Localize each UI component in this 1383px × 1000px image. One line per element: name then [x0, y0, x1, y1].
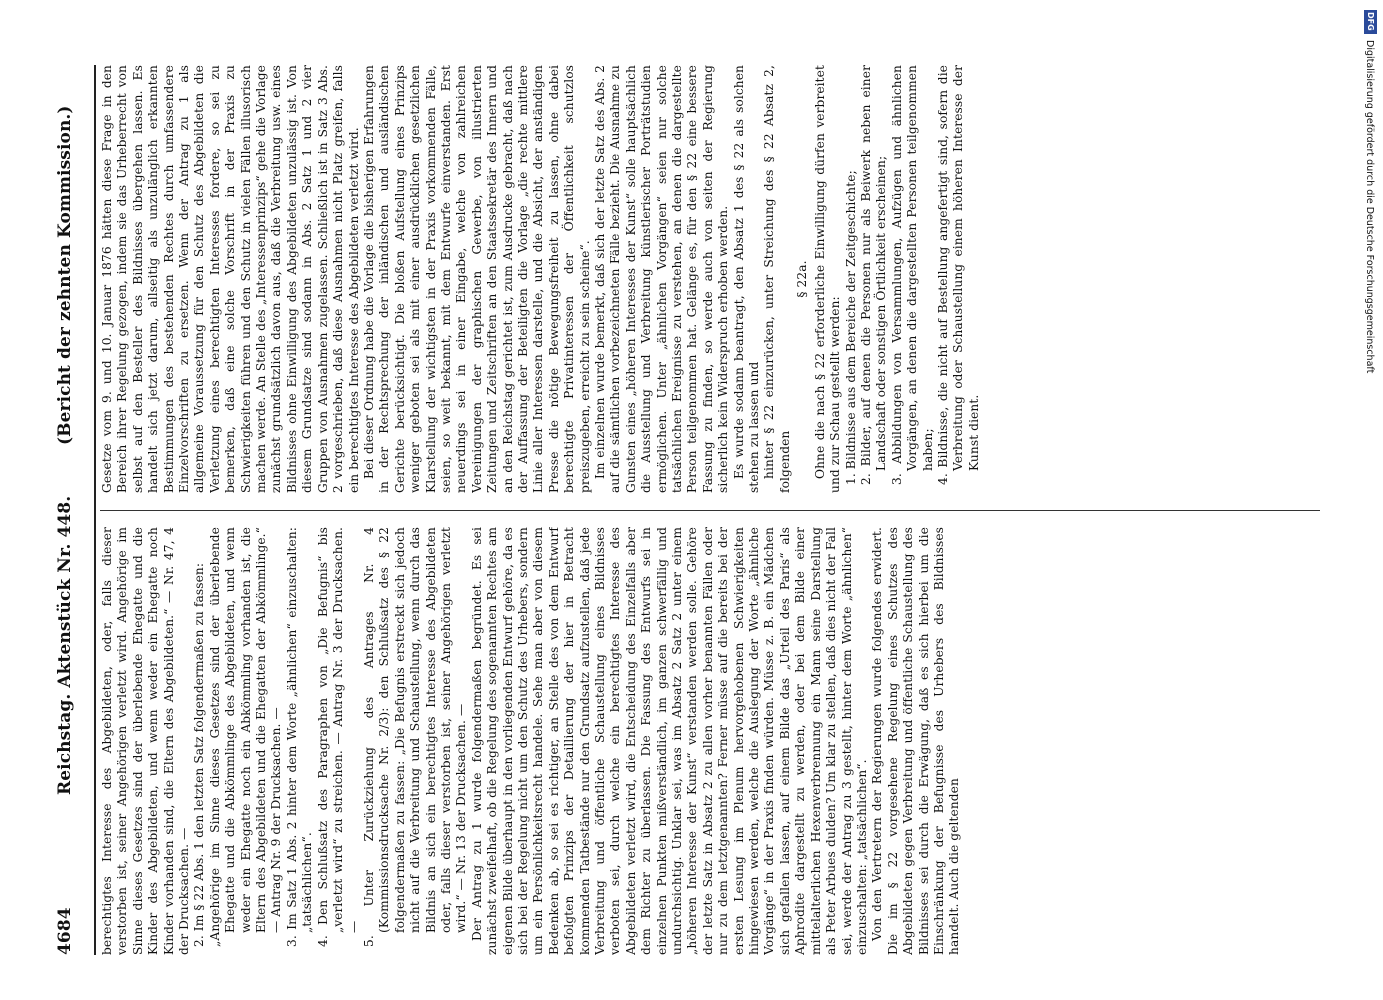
header-left-title: Reichstag. Aktenstück Nr. 448.: [55, 495, 75, 795]
list-item: 5. Unter Zurückziehung des Antrages Nr. 4 (Kommissionsdrucksache Nr. 2/3): den Schlußsatz des § 22 folgendermaßen zu fassen: „Die Befugnis erstreckt sich jedoch nicht auf die Verbreitung und Schaustellung, wenn durch das Bildnis an sich ein berechtigtes Interesse des Abgebildeten oder, falls dieser verstorben ist, seiner Angehörigen verletzt wird.“ — Nr. 13 der Drucksachen. —: [361, 527, 469, 947]
list-item: 2. Im § 22 Abs. 1 den letzten Satz folgendermaßen zu fassen:: [192, 562, 207, 947]
paragraph: Gesetze vom 9. und 10. Januar 1876 hätten diese Frage in den Bereich ihrer Regelung gezogen, indem sie das Urheberrecht von selbst auf den Besteller des Bildnisses übergehen lassen. Es handelt sich jetzt darum, allseitig als unzulänglich erkannten Bestimmungen des bestehenden Rechtes durch umfassendere Einzelvorschriften zu ersetzen. Wenn der Antrag zu 1 als allgemeine Voraussetzung für den Schutz des Abgebildeten die Verletzung eines berechtigten Interesses fordere, so sei zu bemerken, daß eine solche Vorschrift in der Praxis zu Schwierigkeiten führen und den Schutz in vielen Fällen illusorisch machen werde. An Stelle des „Interessenprinzips“ gehe die Vorlage zunächst grundsätzlich davon aus, daß die Verbreitung usw. eines Bildnisses ohne Einwilligung des Abgebildeten unzulässig ist. Von diesem Grundsatze sind sodann in Abs. 2 Satz 1 und 2 vier Gruppen von Ausnahmen zugelassen. Schließlich ist in Satz 3 Abs. 2 vorgeschrieben, daß diese Ausnahmen nicht Platz greifen, falls ein berechtigtes Interesse des Abgebildeten verletzt wird.: [100, 65, 361, 493]
paragraph: berechtigtes Interesse des Abgebildeten, oder, falls dieser verstorben ist, seiner Angehörigen verletzt wird. Angehörige im Sinne dieses Gesetzes sind der überlebende Ehegatte und die Kinder des Abgebildeten, und wenn weder ein Ehegatte noch Kinder vorhanden sind, die Eltern des Abgebildeten.“ — Nr. 47, 4 der Drucksachen. —: [100, 527, 192, 955]
page-number: 4684: [55, 907, 75, 955]
paragraph: Im einzelnen wurde bemerkt, daß sich der letzte Satz des Abs. 2 auf die sämtlichen vorbezeichneten Fälle bezieht. Die Ausnahme zu Gunsten eines „höheren Interesses der Kunst“ solle hauptsächlich die Ausstellung und Verbreitung künstlerischer Porträtstudien ermöglichen. Unter „ähnlichen Vorgängen“ seien nur solche tatsächlichen Ereignisse zu verstehen, an denen die dargestellte Person teilgenommen hat. Gelänge es, für den § 22 eine bessere Fassung zu finden, so werde auch von seiten der Regierung sicherlich kein Widerspruch erhoben werden.: [593, 65, 731, 493]
digitization-note-text: Digitalisierung gefördert durch die Deutsche Forschungsgemeinschaft: [1364, 40, 1375, 374]
page-header: [50, 65, 90, 955]
paragraph: Bei dieser Ordnung habe die Vorlage die bisherigen Erfahrungen in der Rechtsprechung der inländischen und ausländischen Gerichte berücksichtigt. Die bloßen Aufstellung eines Prinzips weniger geboten sei als mit einer ausdrücklichen gesetzlichen Klarstellung der wichtigsten in der Praxis vorkommenden Fälle, seien, so weit bekannt, mit dem Entwurfe einverstanden. Erst neuerdings sei in einer Eingabe, welche von zahlreichen Vereinigungen der graphischen Gewerbe, von illustrierten Zeitungen und Zeitschriften an den Staatssekretär des Innern und an den Reichstag gerichtet ist, zum Ausdrucke gebracht, daß nach der Auffassung der Beteiligten die Vorlage „die rechte mittlere Linie aller Interessen darstelle, und die Absicht, der anständigen Presse die nötige Bewegungsfreiheit zu lassen, ohne dabei berechtigte Privatinteressen der Öffentlichkeit schutzlos preiszugeben, erreicht zu sein scheine“.: [361, 65, 592, 493]
header-right-title: (Bericht der zehnten Kommission.): [55, 105, 75, 445]
list-item: 1. Bildnisse aus dem Bereiche der Zeitgeschichte;: [843, 170, 858, 485]
column-divider: [100, 510, 1320, 511]
header-rule: [94, 65, 96, 955]
list-item: 3. Im Satz 1 Abs. 2 hinter dem Worte „ähnlichen“ einzuschalten: „tatsächlichen“.: [284, 527, 315, 947]
list-item: 4. Den Schlußsatz des Paragraphen von „Die Befugnis“ bis „verletzt wird“ zu streichen. — Antrag Nr. 3 der Drucksachen. —: [315, 527, 361, 947]
list-item: 4. Bildnisse, die nicht auf Bestellung angefertigt sind, sofern die Verbreitung oder Schaustellung einem höheren Interesse der Kunst dient.: [935, 65, 981, 485]
dfg-logo-text: DFG: [1366, 12, 1375, 31]
list-item: „Angehörige im Sinne dieses Gesetzes sind der überlebende Ehegatte und die Abkömmlinge des Abgebildeten, und wenn weder ein Ehegatte noch ein Abkömmling vorhanden ist, die Eltern des Abgebildeten und die Ehegatten der Abkömmlinge.“ — Antrag Nr. 9 der Drucksachen. —: [207, 527, 284, 947]
paragraph: Es wurde sodann beantragt, den Absatz 1 des § 22 als solchen stehen zu lassen und: [731, 65, 762, 493]
left-column: [100, 527, 1340, 955]
list-item: 3. Abbildungen von Versammlungen, Aufzügen und ähnlichen Vorgängen, an denen die dargestellten Personen teilgenommen haben;: [889, 65, 935, 485]
paragraph: Von den Vertretern der Regierungen wurde folgendes erwidert. Die im § 22 vorgesehene Regelung eines Schutzes des Abgebildeten gegen Verbreitung und öffentliche Schaustellung des Bildnisses sei durch die Erwägung, daß es sich hierbei um die Einschränkung der Befugnisse des Urhebers des Bildnisses handelt. Auch die geltenden: [870, 527, 962, 955]
paragraph: hinter § 22 einzurücken, unter Streichung des § 22 Absatz 2, folgenden: [762, 65, 792, 493]
document-page: [50, 65, 1350, 955]
right-column: [100, 65, 1340, 493]
paragraph: Ohne die nach § 22 erforderliche Einwilligung dürfen verbreitet und zur Schau gestellt werden:: [812, 65, 843, 493]
digitization-note: [1362, 40, 1378, 940]
list-item: 2. Bilder, auf denen die Personen nur als Beiwerk neben einer Landschaft oder sonstigen Örtlichkeit erscheinen;: [858, 65, 889, 485]
paragraph: § 22a.: [795, 260, 810, 298]
dfg-logo: [1364, 10, 1377, 34]
paragraph: Der Antrag zu 1 wurde folgendermaßen begründet. Es sei zunächst zweifelhaft, ob die Regelung des sogenannten Rechtes am eigenen Bilde überhaupt in den vorliegenden Entwurf gehöre, da es sich bei der Regelung nicht um den Schutz des Urhebers, sondern um ein Persönlichkeitsrecht handele. Sehe man aber von diesem Bedenken ab, so sei es richtiger, an Stelle des von dem Entwurf befolgten Prinzips der Detaillierung der hier in Betracht kommenden Tatbestände nur den Grundsatz aufzustellen, daß jede Verbreitung und öffentliche Schaustellung eines Bildnisses verboten sei, durch welche ein berechtigtes Interesse des Abgebildeten verletzt wird, die Entscheidung des Einzelfalls aber dem Richter zu überlassen. Die Fassung des Entwurfs sei in einzelnen Punkten mißverständlich, im ganzen schwerfällig und undurchsichtig. Unklar sei, was im Absatz 2 Satz 2 unter einem „höheren Interesse der Kunst“ verstanden werden solle. Gehöre der letzte Satz in Absatz 2 zu allen vorher benannten Fällen oder nur zu dem letztgenannten? Ferner müsse auf die bereits bei der ersten Lesung im Plenum hervorgehobenen Schwierigkeiten hingewiesen werden, welche die Auslegung der Worte „ähnliche Vorgänge“ in der Praxis finden würden. Müsse z. B. ein Mädchen sich gefallen lassen, auf einem Bilde das „Urteil des Paris“ als Aphrodite dargestellt zu werden, oder bei dem Bilde einer mittelalterlichen Hexenverbrennung ein Mann seine Darstellung als Peter Arbues dulden? Um klar zu stellen, daß dies nicht der Fall sei, werde der Antrag zu 3 gestellt, hinter dem Worte „ähnlichen“ einzuschalten: „tatsächlichen“.: [469, 527, 869, 955]
